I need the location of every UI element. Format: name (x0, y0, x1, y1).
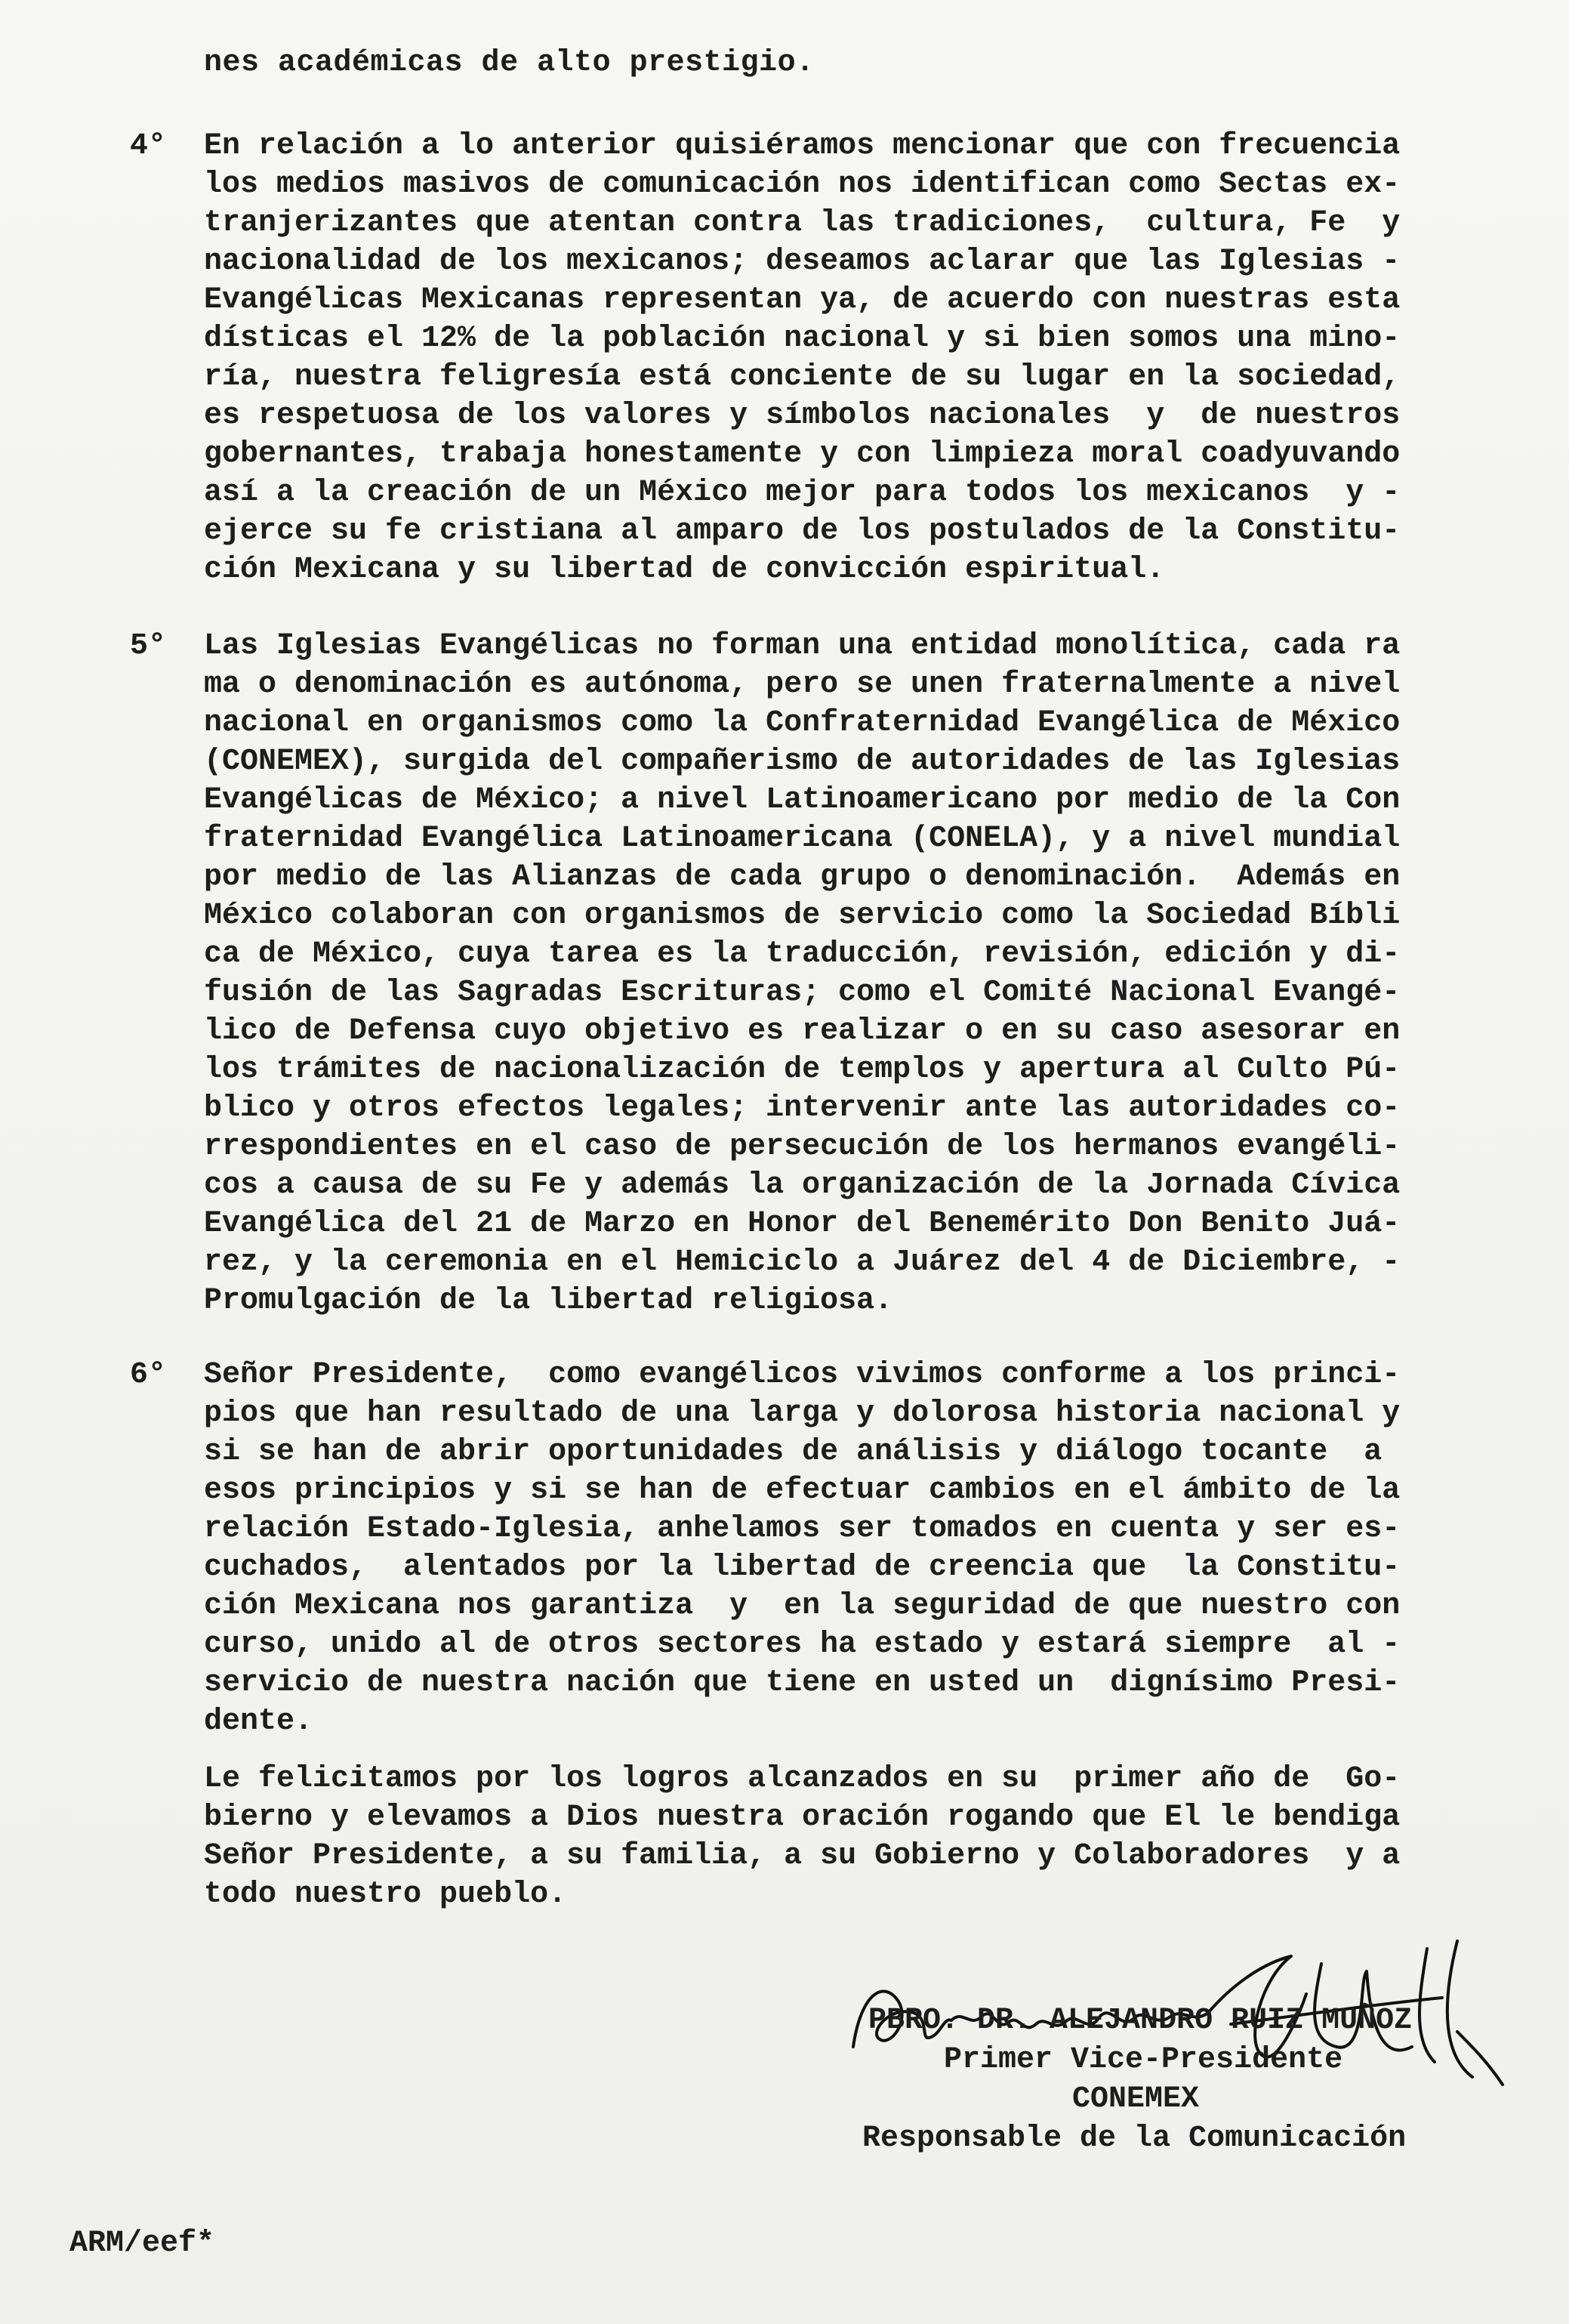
paragraph-line: Señor Presidente, como evangélicos vivimos conforme a los princi- (204, 1358, 1401, 1392)
paragraph-line: Las Iglesias Evangélicas no forman una entidad monolítica, cada ra (204, 629, 1401, 663)
paragraph-line: nacionalidad de los mexicanos; deseamos aclarar que las Iglesias - (204, 245, 1401, 279)
paragraph-line: lico de Defensa cuyo objetivo es realizar o en su caso asesorar en (204, 1014, 1401, 1048)
paragraph-line: ma o denominación es autónoma, pero se unen fraternalmente a nivel (204, 668, 1401, 702)
paragraph-number-6: 6° (130, 1358, 167, 1392)
paragraph-line: fraternidad Evangélica Latinoamericana (CONELA), y a nivel mundial (204, 822, 1401, 856)
paragraph-line: es respetuosa de los valores y símbolos nacionales y de nuestros (204, 399, 1401, 433)
closing-line: Señor Presidente, a su familia, a su Gobierno y Colaboradores y a (204, 1839, 1401, 1873)
paragraph-line: ejerce su fe cristiana al amparo de los postulados de la Constitu- (204, 514, 1401, 548)
paragraph-line: (CONEMEX), surgida del compañerismo de autoridades de las Iglesias (204, 745, 1401, 779)
paragraph-line: Promulgación de la libertad religiosa. (204, 1284, 893, 1318)
signatory-name: PBRO. DR. ALEJANDRO RUIZ MUÑOZ (868, 2004, 1413, 2038)
paragraph-line: cuchados, alentados por la libertad de creencia que la Constitu- (204, 1551, 1401, 1585)
paragraph-line: si se han de abrir oportunidades de análisis y diálogo tocante a (204, 1435, 1383, 1469)
closing-line: todo nuestro pueblo. (204, 1878, 567, 1912)
paragraph-line: esos principios y si se han de efectuar cambios en el ámbito de la (204, 1474, 1401, 1508)
reference-initials: ARM/eef* (69, 2227, 215, 2261)
signatory-organization: CONEMEX (1072, 2082, 1200, 2116)
closing-paragraph (204, 1760, 1457, 1914)
paragraph-line: México colaboran con organismos de servicio como la Sociedad Bíbli (204, 899, 1401, 933)
paragraph-line: tranjerizantes que atentan contra las tradiciones, cultura, Fe y (204, 206, 1401, 240)
paragraph-line: rez, y la ceremonia en el Hemiciclo a Juárez del 4 de Diciembre, - (204, 1245, 1401, 1279)
paragraph-line: curso, unido al de otros sectores ha estado y estará siempre al - (204, 1628, 1401, 1662)
paragraph-line: rrespondientes en el caso de persecución de los hermanos evangéli- (204, 1130, 1401, 1164)
paragraph-line: por medio de las Alianzas de cada grupo o denominación. Además en (204, 860, 1401, 894)
closing-line: bierno y elevamos a Dios nuestra oración rogando que El le bendiga (204, 1801, 1401, 1835)
paragraph-line: Evangélicas Mexicanas representan ya, de acuerdo con nuestras esta (204, 283, 1401, 317)
paragraph-6 (204, 1356, 1457, 1741)
paragraph-line: ción Mexicana y su libertad de convicción espiritual. (204, 553, 1165, 587)
paragraph-line: dísticas el 12% de la población nacional y si bien somos una mino- (204, 322, 1401, 356)
signatory-role: Responsable de la Comunicación (862, 2122, 1407, 2156)
paragraph-line: Evangélica del 21 de Marzo en Honor del Benemérito Don Benito Juá- (204, 1207, 1401, 1241)
paragraph-line: ca de México, cuya tarea es la traducción, revisión, edición y di- (204, 937, 1401, 971)
paragraph-number-5: 5° (130, 629, 167, 663)
paragraph-5 (204, 627, 1457, 1320)
opening-line: nes académicas de alto prestigio. (204, 46, 815, 80)
paragraph-line: ción Mexicana nos garantiza y en la seguridad de que nuestro con (204, 1589, 1401, 1623)
paragraph-line: los medios masivos de comunicación nos identifican como Sectas ex- (204, 168, 1401, 202)
paragraph-line: cos a causa de su Fe y además la organización de la Jornada Cívica (204, 1168, 1401, 1202)
paragraph-line: nacional en organismos como la Confraternidad Evangélica de México (204, 706, 1401, 740)
paragraph-line: blico y otros efectos legales; intervenir ante las autoridades co- (204, 1091, 1401, 1125)
paragraph-line: así a la creación de un México mejor para todos los mexicanos y - (204, 476, 1401, 510)
paragraph-line: fusión de las Sagradas Escrituras; como el Comité Nacional Evangé- (204, 976, 1401, 1010)
paragraph-line: los trámites de nacionalización de templos y apertura al Culto Pú- (204, 1053, 1401, 1087)
closing-line: Le felicitamos por los logros alcanzados en su primer año de Go- (204, 1762, 1401, 1796)
paragraph-4 (204, 127, 1457, 589)
paragraph-line: dente. (204, 1705, 313, 1739)
signatory-title: Primer Vice-Presidente (944, 2043, 1343, 2077)
paragraph-line: relación Estado-Iglesia, anhelamos ser tomados en cuenta y ser es- (204, 1512, 1401, 1546)
paragraph-line: servicio de nuestra nación que tiene en usted un dignísimo Presi- (204, 1666, 1401, 1700)
paragraph-line: Evangélicas de México; a nivel Latinoamericano por medio de la Con (204, 783, 1401, 817)
paragraph-line: En relación a lo anterior quisiéramos mencionar que con frecuencia (204, 129, 1401, 163)
paragraph-line: pios que han resultado de una larga y dolorosa historia nacional y (204, 1397, 1401, 1431)
signature-block (815, 2001, 1495, 2183)
paragraph-line: ría, nuestra feligresía está conciente de su lugar en la sociedad, (204, 360, 1401, 394)
paragraph-line: gobernantes, trabaja honestamente y con limpieza moral coadyuvando (204, 437, 1401, 471)
paragraph-number-4: 4° (130, 129, 167, 163)
